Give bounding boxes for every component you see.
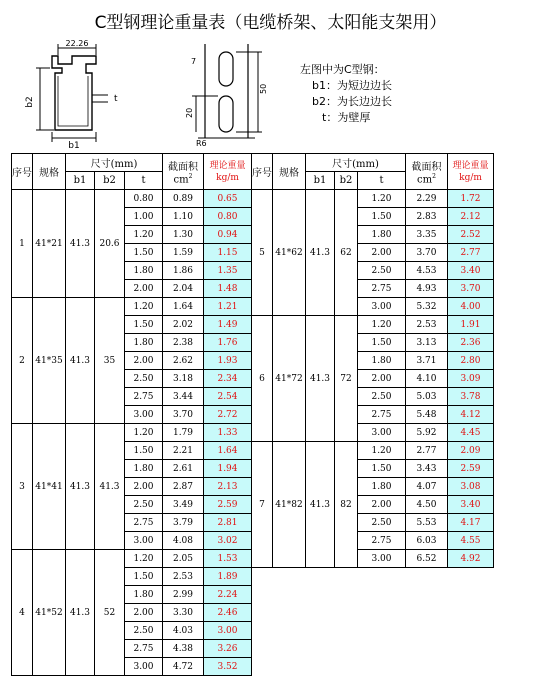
thickness-cell: 3.00 — [125, 532, 163, 550]
weight-cell: 2.59 — [448, 460, 494, 478]
weight-cell: 2.80 — [448, 352, 494, 370]
weight-cell: 2.81 — [204, 514, 252, 532]
thickness-cell: 2.75 — [125, 514, 163, 532]
table-body — [12, 190, 494, 676]
thickness-cell: 1.50 — [125, 442, 163, 460]
dim-t-label: t — [114, 94, 118, 104]
area-cell: 2.38 — [163, 334, 204, 352]
thickness-cell: 1.80 — [125, 334, 163, 352]
weight-cell: 1.48 — [204, 280, 252, 298]
header-area-sup: 2 — [188, 172, 193, 180]
weight-cell: 1.35 — [204, 262, 252, 280]
group-number: 6 — [252, 316, 273, 442]
slot-depth-label: 7 — [191, 57, 197, 66]
area-cell: 1.59 — [163, 244, 204, 262]
group-b2: 82 — [335, 442, 358, 568]
thickness-cell: 1.80 — [125, 262, 163, 280]
header-area-unit-right: cm — [417, 174, 433, 186]
weight-cell: 0.65 — [204, 190, 252, 208]
slot-radius-label: R6 — [196, 139, 207, 148]
group-b1: 41.3 — [306, 316, 335, 442]
thickness-cell: 3.00 — [358, 424, 406, 442]
weight-cell: 1.64 — [204, 442, 252, 460]
weight-cell: 0.80 — [204, 208, 252, 226]
area-cell: 4.10 — [406, 370, 448, 388]
header-weight-label-right: 理论重量 — [452, 160, 489, 171]
group-number: 7 — [252, 442, 273, 568]
legend-line: t：为壁厚 — [322, 111, 371, 124]
thickness-cell: 2.00 — [358, 496, 406, 514]
thickness-cell: 1.50 — [358, 334, 406, 352]
thickness-cell: 1.80 — [358, 226, 406, 244]
area-cell: 2.02 — [163, 316, 204, 334]
weight-cell: 4.55 — [448, 532, 494, 550]
group-b1: 41.3 — [66, 190, 95, 298]
thickness-cell: 1.20 — [125, 226, 163, 244]
header-no: 序号 — [12, 154, 33, 190]
thickness-cell: 2.00 — [125, 604, 163, 622]
header-no-right: 序号 — [252, 154, 273, 190]
weight-cell: 1.91 — [448, 316, 494, 334]
weight-cell: 3.09 — [448, 370, 494, 388]
header-t: t — [125, 172, 163, 190]
weight-cell: 1.33 — [204, 424, 252, 442]
thickness-cell: 2.75 — [125, 640, 163, 658]
area-cell: 1.79 — [163, 424, 204, 442]
thickness-cell: 1.20 — [358, 190, 406, 208]
weight-cell: 3.52 — [204, 658, 252, 676]
thickness-cell: 2.75 — [125, 388, 163, 406]
weight-cell: 4.45 — [448, 424, 494, 442]
thickness-cell: 1.20 — [125, 550, 163, 568]
group-b2: 72 — [335, 316, 358, 442]
header-weight-label: 理论重量 — [209, 160, 246, 171]
area-cell: 1.64 — [163, 298, 204, 316]
weight-cell: 2.72 — [204, 406, 252, 424]
legend — [300, 62, 392, 126]
group-b1: 41.3 — [306, 190, 335, 316]
header-b2: b2 — [95, 172, 125, 190]
thickness-cell: 2.00 — [125, 352, 163, 370]
group-spec: 41*41 — [33, 424, 66, 550]
header-area-label: 截面积 — [168, 161, 198, 173]
header-weight-right — [448, 154, 494, 190]
group-spec: 41*72 — [273, 316, 306, 442]
header-area — [163, 154, 204, 190]
area-cell: 3.49 — [163, 496, 204, 514]
area-cell: 3.79 — [163, 514, 204, 532]
weight-cell: 3.00 — [204, 622, 252, 640]
area-cell: 2.29 — [406, 190, 448, 208]
weight-cell: 1.93 — [204, 352, 252, 370]
weight-cell: 0.94 — [204, 226, 252, 244]
thickness-cell: 2.50 — [125, 370, 163, 388]
slot-width-label: 20 — [185, 107, 194, 118]
header-size-right: 尺寸(mm) — [306, 154, 406, 172]
weight-cell: 3.40 — [448, 496, 494, 514]
group-spec: 41*21 — [33, 190, 66, 298]
legend-line: b1：为短边边长 — [312, 79, 392, 92]
thickness-cell: 1.50 — [125, 244, 163, 262]
area-cell: 4.50 — [406, 496, 448, 514]
thickness-cell: 2.75 — [358, 532, 406, 550]
thickness-cell: 1.80 — [358, 478, 406, 496]
group-spec: 41*62 — [273, 190, 306, 316]
header-area-unit: cm — [173, 174, 189, 186]
header-weight-unit: kg/m — [216, 172, 239, 183]
weight-cell: 3.26 — [204, 640, 252, 658]
area-cell: 2.83 — [406, 208, 448, 226]
group-b2: 35 — [95, 298, 125, 424]
area-cell: 0.89 — [163, 190, 204, 208]
thickness-cell: 1.50 — [358, 460, 406, 478]
thickness-cell: 3.00 — [125, 658, 163, 676]
area-cell: 5.53 — [406, 514, 448, 532]
group-b1: 41.3 — [306, 442, 335, 568]
slot-length-label: 50 — [259, 83, 268, 94]
area-cell: 3.13 — [406, 334, 448, 352]
table-header-row — [12, 154, 494, 172]
header-weight — [204, 154, 252, 190]
weight-cell: 2.54 — [204, 388, 252, 406]
area-cell: 4.93 — [406, 280, 448, 298]
area-cell: 3.30 — [163, 604, 204, 622]
legend-line: 左图中为C型钢： — [300, 63, 385, 76]
thickness-cell: 2.75 — [358, 280, 406, 298]
header-b2-right: b2 — [335, 172, 358, 190]
thickness-cell: 0.80 — [125, 190, 163, 208]
area-cell: 5.32 — [406, 298, 448, 316]
thickness-cell: 1.80 — [125, 586, 163, 604]
weight-cell: 2.12 — [448, 208, 494, 226]
group-spec: 41*35 — [33, 298, 66, 424]
group-b2: 52 — [95, 550, 125, 676]
group-number: 5 — [252, 190, 273, 316]
thickness-cell: 2.50 — [125, 496, 163, 514]
area-cell: 2.04 — [163, 280, 204, 298]
empty-area — [252, 568, 494, 676]
page-title: C型钢理论重量表（电缆桥架、太阳能支架用） — [94, 13, 447, 33]
weight-cell: 1.21 — [204, 298, 252, 316]
thickness-cell: 1.50 — [125, 568, 163, 586]
area-cell: 2.87 — [163, 478, 204, 496]
area-cell: 2.05 — [163, 550, 204, 568]
area-cell: 5.48 — [406, 406, 448, 424]
weight-cell: 3.70 — [448, 280, 494, 298]
weight-cell: 2.59 — [204, 496, 252, 514]
area-cell: 4.38 — [163, 640, 204, 658]
weight-cell: 1.72 — [448, 190, 494, 208]
weight-cell: 4.12 — [448, 406, 494, 424]
thickness-cell: 1.00 — [125, 208, 163, 226]
group-number: 2 — [12, 298, 33, 424]
area-cell: 3.18 — [163, 370, 204, 388]
thickness-cell: 2.75 — [358, 406, 406, 424]
header-b1-right: b1 — [306, 172, 335, 190]
area-cell: 5.92 — [406, 424, 448, 442]
weight-cell: 3.08 — [448, 478, 494, 496]
header-size: 尺寸(mm) — [66, 154, 163, 172]
weight-cell: 2.52 — [448, 226, 494, 244]
thickness-cell: 2.00 — [125, 280, 163, 298]
area-cell: 4.08 — [163, 532, 204, 550]
weight-cell: 2.09 — [448, 442, 494, 460]
header-area-label-right: 截面积 — [411, 161, 442, 173]
area-cell: 4.07 — [406, 478, 448, 496]
area-cell: 2.77 — [406, 442, 448, 460]
c-profile-outline — [52, 56, 96, 130]
group-number: 3 — [12, 424, 33, 550]
header-area-sup-right: 2 — [432, 172, 436, 180]
thickness-cell: 2.50 — [358, 262, 406, 280]
weight-cell: 4.17 — [448, 514, 494, 532]
area-cell: 3.35 — [406, 226, 448, 244]
weight-cell: 1.94 — [204, 460, 252, 478]
thickness-cell: 1.20 — [125, 298, 163, 316]
table-row — [12, 190, 494, 208]
weight-cell: 2.46 — [204, 604, 252, 622]
area-cell: 2.21 — [163, 442, 204, 460]
weight-cell: 2.24 — [204, 586, 252, 604]
c-profile-inner — [58, 76, 88, 126]
area-cell: 4.53 — [406, 262, 448, 280]
weight-cell: 3.40 — [448, 262, 494, 280]
thickness-cell: 1.20 — [125, 424, 163, 442]
header-spec-right: 规格 — [273, 154, 306, 190]
c-channel-diagram — [0, 38, 541, 150]
thickness-cell: 2.00 — [358, 370, 406, 388]
group-number: 4 — [12, 550, 33, 676]
area-cell: 1.10 — [163, 208, 204, 226]
group-b1: 41.3 — [66, 298, 95, 424]
thickness-cell: 3.00 — [358, 550, 406, 568]
area-cell: 3.71 — [406, 352, 448, 370]
group-b2: 62 — [335, 190, 358, 316]
area-cell: 1.30 — [163, 226, 204, 244]
thickness-cell: 2.00 — [358, 244, 406, 262]
weight-cell: 4.92 — [448, 550, 494, 568]
dim-b2-label: b2 — [25, 96, 35, 108]
weight-cell: 2.36 — [448, 334, 494, 352]
area-cell: 3.70 — [406, 244, 448, 262]
thickness-cell: 1.50 — [125, 316, 163, 334]
header-t-right: t — [358, 172, 406, 190]
group-b1: 41.3 — [66, 550, 95, 676]
thickness-cell: 1.50 — [358, 208, 406, 226]
area-cell: 2.61 — [163, 460, 204, 478]
area-cell: 3.70 — [163, 406, 204, 424]
weight-cell: 1.49 — [204, 316, 252, 334]
legend-line: b2：为长边边长 — [312, 95, 392, 108]
weight-cell: 2.34 — [204, 370, 252, 388]
weight-cell: 2.77 — [448, 244, 494, 262]
slot-upper — [219, 52, 233, 86]
header-weight-unit-right: kg/m — [459, 172, 482, 183]
weight-cell: 3.78 — [448, 388, 494, 406]
thickness-cell: 1.80 — [358, 352, 406, 370]
group-spec: 41*82 — [273, 442, 306, 568]
dim-b1-label: b1 — [68, 141, 80, 150]
area-cell: 6.52 — [406, 550, 448, 568]
area-cell: 2.62 — [163, 352, 204, 370]
thickness-cell: 1.20 — [358, 316, 406, 334]
group-b2: 20.6 — [95, 190, 125, 298]
thickness-cell: 3.00 — [125, 406, 163, 424]
slot-lower — [219, 96, 233, 132]
header-b1: b1 — [66, 172, 95, 190]
area-cell: 1.86 — [163, 262, 204, 280]
header-area-right — [406, 154, 448, 190]
weight-cell: 3.02 — [204, 532, 252, 550]
thickness-cell: 3.00 — [358, 298, 406, 316]
area-cell: 5.03 — [406, 388, 448, 406]
weight-cell: 1.89 — [204, 568, 252, 586]
thickness-cell: 1.20 — [358, 442, 406, 460]
area-cell: 3.44 — [163, 388, 204, 406]
group-b2: 41.3 — [95, 424, 125, 550]
area-cell: 2.99 — [163, 586, 204, 604]
thickness-cell: 2.00 — [125, 478, 163, 496]
thickness-cell: 2.50 — [358, 514, 406, 532]
area-cell: 4.72 — [163, 658, 204, 676]
group-b1: 41.3 — [66, 424, 95, 550]
thickness-cell: 1.80 — [125, 460, 163, 478]
thickness-cell: 2.50 — [358, 388, 406, 406]
weight-table — [11, 153, 494, 676]
group-number: 1 — [12, 190, 33, 298]
area-cell: 2.53 — [406, 316, 448, 334]
area-cell: 6.03 — [406, 532, 448, 550]
weight-cell: 1.15 — [204, 244, 252, 262]
area-cell: 3.43 — [406, 460, 448, 478]
weight-cell: 1.53 — [204, 550, 252, 568]
dim-top-label: 22.26 — [65, 39, 89, 48]
thickness-cell: 2.50 — [125, 622, 163, 640]
area-cell: 2.53 — [163, 568, 204, 586]
group-spec: 41*52 — [33, 550, 66, 676]
area-cell: 4.03 — [163, 622, 204, 640]
weight-cell: 1.76 — [204, 334, 252, 352]
weight-cell: 2.13 — [204, 478, 252, 496]
header-spec: 规格 — [33, 154, 66, 190]
weight-cell: 4.00 — [448, 298, 494, 316]
